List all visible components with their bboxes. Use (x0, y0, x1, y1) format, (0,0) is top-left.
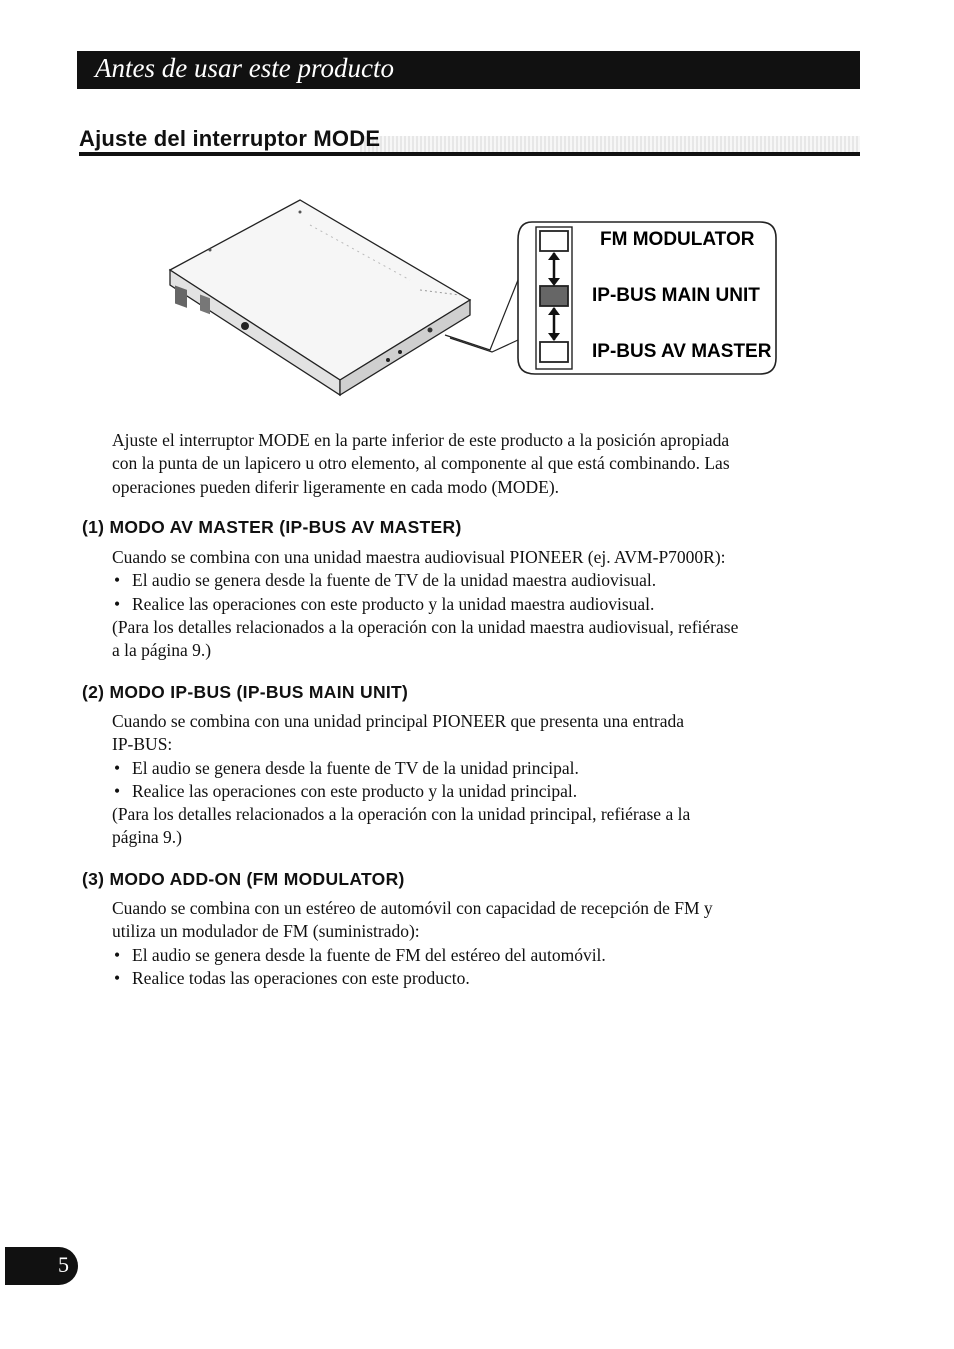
device-illustration (170, 200, 470, 395)
intro-line: con la punta de un lapicero u otro elemento, al componente al que está combinando. Las (112, 453, 730, 474)
mode3-bullet: • El audio se genera desde la fuente de FM del estéreo del automóvil. (112, 944, 832, 967)
page-number-tab (5, 1247, 78, 1285)
header-title: Antes de usar este producto (95, 53, 394, 83)
mode1-note-line: (Para los detalles relacionados a la operación con la unidad maestra audiovisual, refiérase (112, 616, 739, 637)
mode-switch-main-unit (540, 286, 568, 306)
mode1-note-line: a la página 9.) (112, 640, 212, 661)
mode1-bullet: • El audio se genera desde la fuente de TV de la unidad maestra audiovisual. (112, 569, 832, 592)
mode-switch-figure (160, 190, 800, 405)
mode3-lead-line: Cuando se combina con un estéreo de automóvil con capacidad de recepción de FM y (112, 898, 713, 918)
mode-label-ip-bus-main-unit: IP-BUS MAIN UNIT (592, 285, 760, 306)
mode2-heading: (2) MODO IP-BUS (IP-BUS MAIN UNIT) (82, 682, 409, 702)
header-bar (77, 51, 860, 89)
mode3-heading: (3) MODO ADD-ON (FM MODULATOR) (82, 869, 405, 889)
section-title-band (360, 136, 860, 152)
mode3-bullet: • Realice todas las operaciones con este producto. (112, 967, 832, 990)
mode2-lead-line: Cuando se combina con una unidad principal PIONEER que presenta una entrada (112, 711, 684, 731)
intro-paragraph (112, 429, 832, 499)
page-number: 5 (58, 1252, 69, 1277)
mode-switch-fm (540, 231, 568, 251)
mode-switch-av-master (540, 342, 568, 362)
mode2-note-line: página 9.) (112, 827, 182, 848)
mode1-heading: (1) MODO AV MASTER (IP-BUS AV MASTER) (82, 517, 462, 537)
mode1-bullet: • Realice las operaciones con este producto y la unidad maestra audiovisual. (112, 593, 832, 616)
mode-label-ip-bus-av-master: IP-BUS AV MASTER (592, 341, 772, 362)
mode2-lead-line: IP-BUS: (112, 734, 173, 755)
mode2-bullet: • Realice las operaciones con este producto y la unidad principal. (112, 780, 832, 803)
intro-line: Ajuste el interruptor MODE en la parte inferior de este producto a la posición apropiada (112, 430, 730, 450)
mode3-body (112, 897, 832, 990)
mode2-bullet: • El audio se genera desde la fuente de TV de la unidad principal. (112, 757, 832, 780)
mode2-body (112, 710, 832, 850)
mode2-note-line: (Para los detalles relacionados a la operación con la unidad principal, refiérase a la (112, 804, 691, 825)
intro-line: operaciones pueden diferir ligeramente en cada modo (MODE). (112, 476, 560, 497)
mode1-lead: Cuando se combina con una unidad maestra audiovisual PIONEER (ej. AVM-P7000R): (112, 547, 726, 567)
mode-label-fm-modulator: FM MODULATOR (600, 229, 755, 250)
section-rule (79, 152, 860, 156)
section-title: Ajuste del interruptor MODE (79, 126, 381, 151)
mode3-lead-line: utiliza un modulador de FM (suministrado): (112, 921, 420, 942)
mode1-body (112, 546, 832, 662)
